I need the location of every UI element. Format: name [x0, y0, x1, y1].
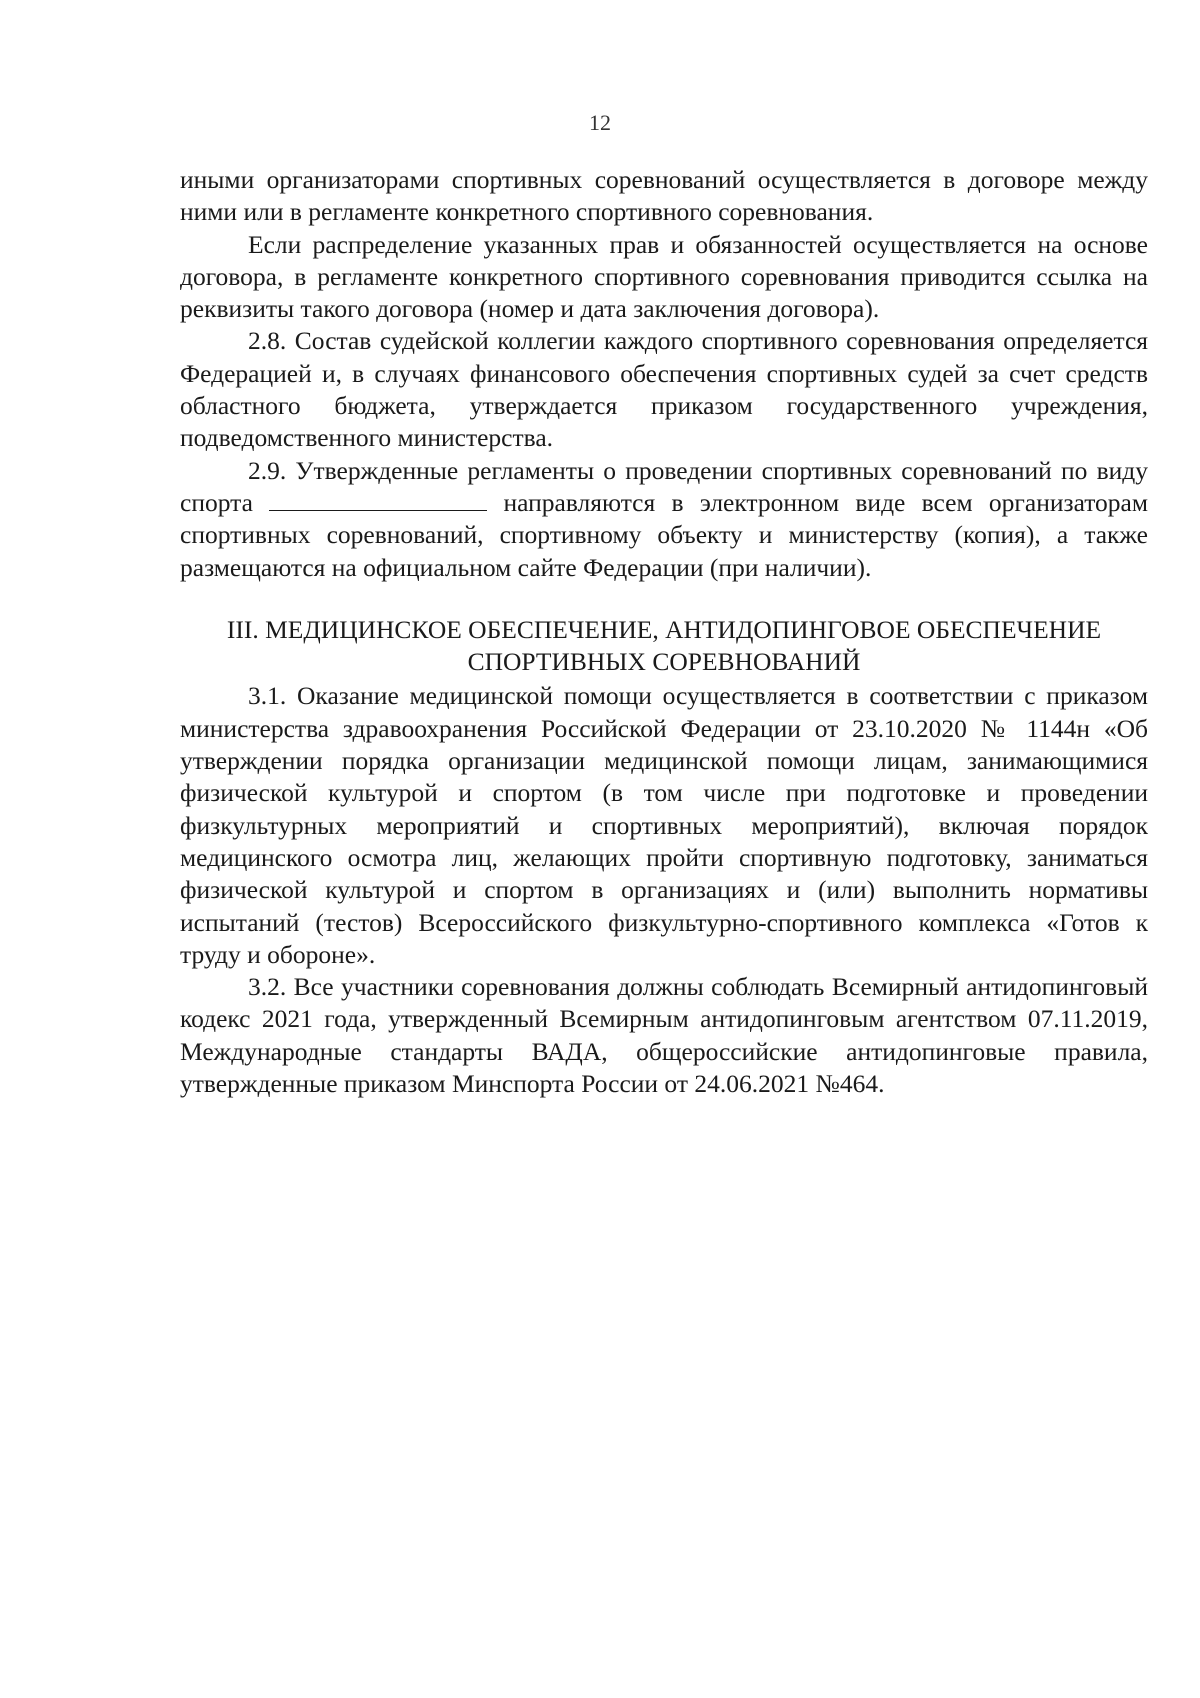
paragraph-2-8: 2.8. Состав судейской коллегии каждого спортивного соревнования определяется Федерацией и, в случаях финансового обеспечения спортивных судей за счет средств областного бюджета, утверждается приказом государственного учреждения, подведомственного министерства. [180, 326, 1148, 453]
paragraph-2-9 [180, 455, 1148, 584]
page-number: 12 [589, 110, 611, 135]
document-body [180, 164, 1148, 1100]
paragraph-3-1: 3.1. Оказание медицинской помощи осуществляется в соответствии с приказом министерства здравоохранения Российской Федерации от 23.10.2020 № 1144н «Об утверждении порядка организации медицинской помощи лицам, занимающимися физической культурой и спортом (в том числе при подготовке и проведении физкультурных мероприятий и спортивных мероприятий), включая порядок медицинского осмотра лиц, желающих пройти спортивную подготовку, заниматься физической культурой и спортом в организациях и (или) выполнить нормативы испытаний (тестов) Всероссийского физкультурно-спортивного комплекса «Готов к труду и обороне». [180, 681, 1148, 969]
paragraph-2-9-start: 2.9. Утвержденные регламенты о проведении спортивных соревнований по виду спорта [180, 455, 1148, 517]
paragraph-3-2: 3.2. Все участники соревнования должны соблюдать Всемирный антидопинговый кодекс 2021 года, утвержденный Всемирным антидопинговым агентством 07.11.2019, Международные стандарты ВАДА, общероссийские антидопинговые правила, утвержденные приказом Минспорта России от 24.06.2021 №464. [180, 972, 1148, 1099]
section-heading-line-1: III. МЕДИЦИНСКОЕ ОБЕСПЕЧЕНИЕ, АНТИДОПИНГОВОЕ ОБЕСПЕЧЕНИЕ [226, 614, 1102, 644]
sport-name-blank [269, 488, 487, 511]
paragraph-continuation: иными организаторами спортивных соревнований осуществляется в договоре между ними или в регламенте конкретного спортивного соревнования. [180, 165, 1148, 227]
paragraph-contract-distribution: Если распределение указанных прав и обязанностей осуществляется на основе договора, в регламенте конкретного спортивного соревнования приводится ссылка на реквизиты такого договора (номер и дата заключения договора). [180, 229, 1148, 324]
section-heading-iii [180, 614, 1148, 679]
section-heading-line-2: СПОРТИВНЫХ СОРЕВНОВАНИЙ [467, 647, 861, 677]
paragraph-2-9-end: направляются в электронном виде всем организаторам спортивных соревнований, спортивному объекту и министерству (копия), а также размещаются на официальном сайте Федерации (при наличии). [180, 487, 1148, 582]
